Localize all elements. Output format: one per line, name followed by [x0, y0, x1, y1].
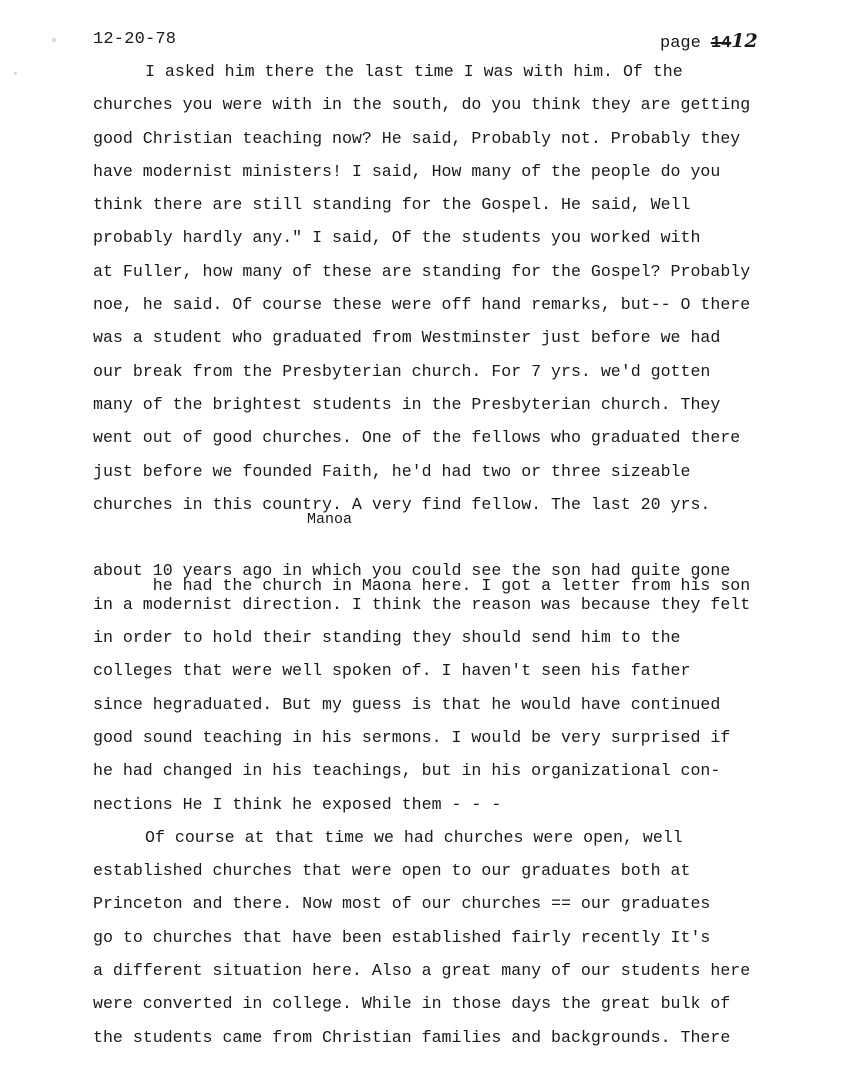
text-line: go to churches that have been established fairly recently It's [93, 927, 711, 947]
text-line: a different situation here. Also a great many of our students here [93, 961, 751, 981]
text-line: in a modernist direction. I think the reason was because they felt [93, 594, 751, 614]
handwritten-insertion: Manoa [307, 511, 353, 529]
text-line: were converted in college. While in those days the great bulk of [93, 994, 731, 1014]
text-line: nections He I think he exposed them - - - [93, 794, 502, 814]
text-line: have modernist ministers! I said, How many of the people do you [93, 161, 721, 181]
text-line: went out of good churches. One of the fellows who graduated there [93, 428, 741, 448]
text-line: churches in this country. A very find fellow. The last 20 yrs. [93, 494, 711, 514]
page-label: page [660, 34, 701, 53]
text-line: probably hardly any." I said, Of the students you worked with [93, 228, 701, 248]
document-date: 12-20-78 [93, 30, 177, 49]
text-line: colleges that were well spoken of. I haven't seen his father [93, 661, 691, 681]
text-line: since hegraduated. But my guess is that he would have continued [93, 694, 721, 714]
text-line: the students came from Christian families and backgrounds. There [93, 1027, 731, 1047]
text-line: good sound teaching in his sermons. I would be very surprised if [93, 727, 731, 747]
text-line: Princeton and there. Now most of our churches == our graduates [93, 894, 711, 914]
page-number-struck: 14 [710, 34, 732, 53]
text-line: Of course at that time we had churches were open, well [145, 827, 683, 847]
ink-smudge [52, 38, 56, 42]
text-line: think there are still standing for the Gospel. He said, Well [93, 195, 691, 215]
text-line: just before we founded Faith, he'd had two or three sizeable [93, 461, 691, 481]
text-line: I asked him there the last time I was with him. Of the [145, 62, 683, 81]
text-line: was a student who graduated from Westminster just before we had [93, 328, 721, 348]
text-line: churches you were with in the south, do you think they are getting [93, 95, 751, 115]
text-line: at Fuller, how many of these are standing for the Gospel? Probably [93, 261, 751, 281]
text-line: in order to hold their standing they should send him to the [93, 628, 681, 648]
text-line: he had the church in Maona here. I got a letter from his son [152, 576, 751, 596]
text-line: noe, he said. Of course these were off hand remarks, but-- O there [93, 295, 751, 315]
ink-smudge [14, 72, 17, 75]
text-line: he had changed in his teachings, but in his organizational con- [93, 761, 721, 781]
text-line: good Christian teaching now? He said, Probably not. Probably they [93, 128, 741, 148]
page-number [660, 30, 758, 53]
page-number-handwritten: 12 [731, 30, 758, 52]
text-line: about 10 years ago in which you could see the son had quite gone [93, 561, 731, 581]
text-line: many of the brightest students in the Presbyterian church. They [93, 394, 721, 414]
text-line: our break from the Presbyterian church. For 7 yrs. we'd gotten [93, 361, 711, 381]
body-text [93, 60, 813, 1059]
text-line: established churches that were open to our graduates both at [93, 861, 691, 881]
